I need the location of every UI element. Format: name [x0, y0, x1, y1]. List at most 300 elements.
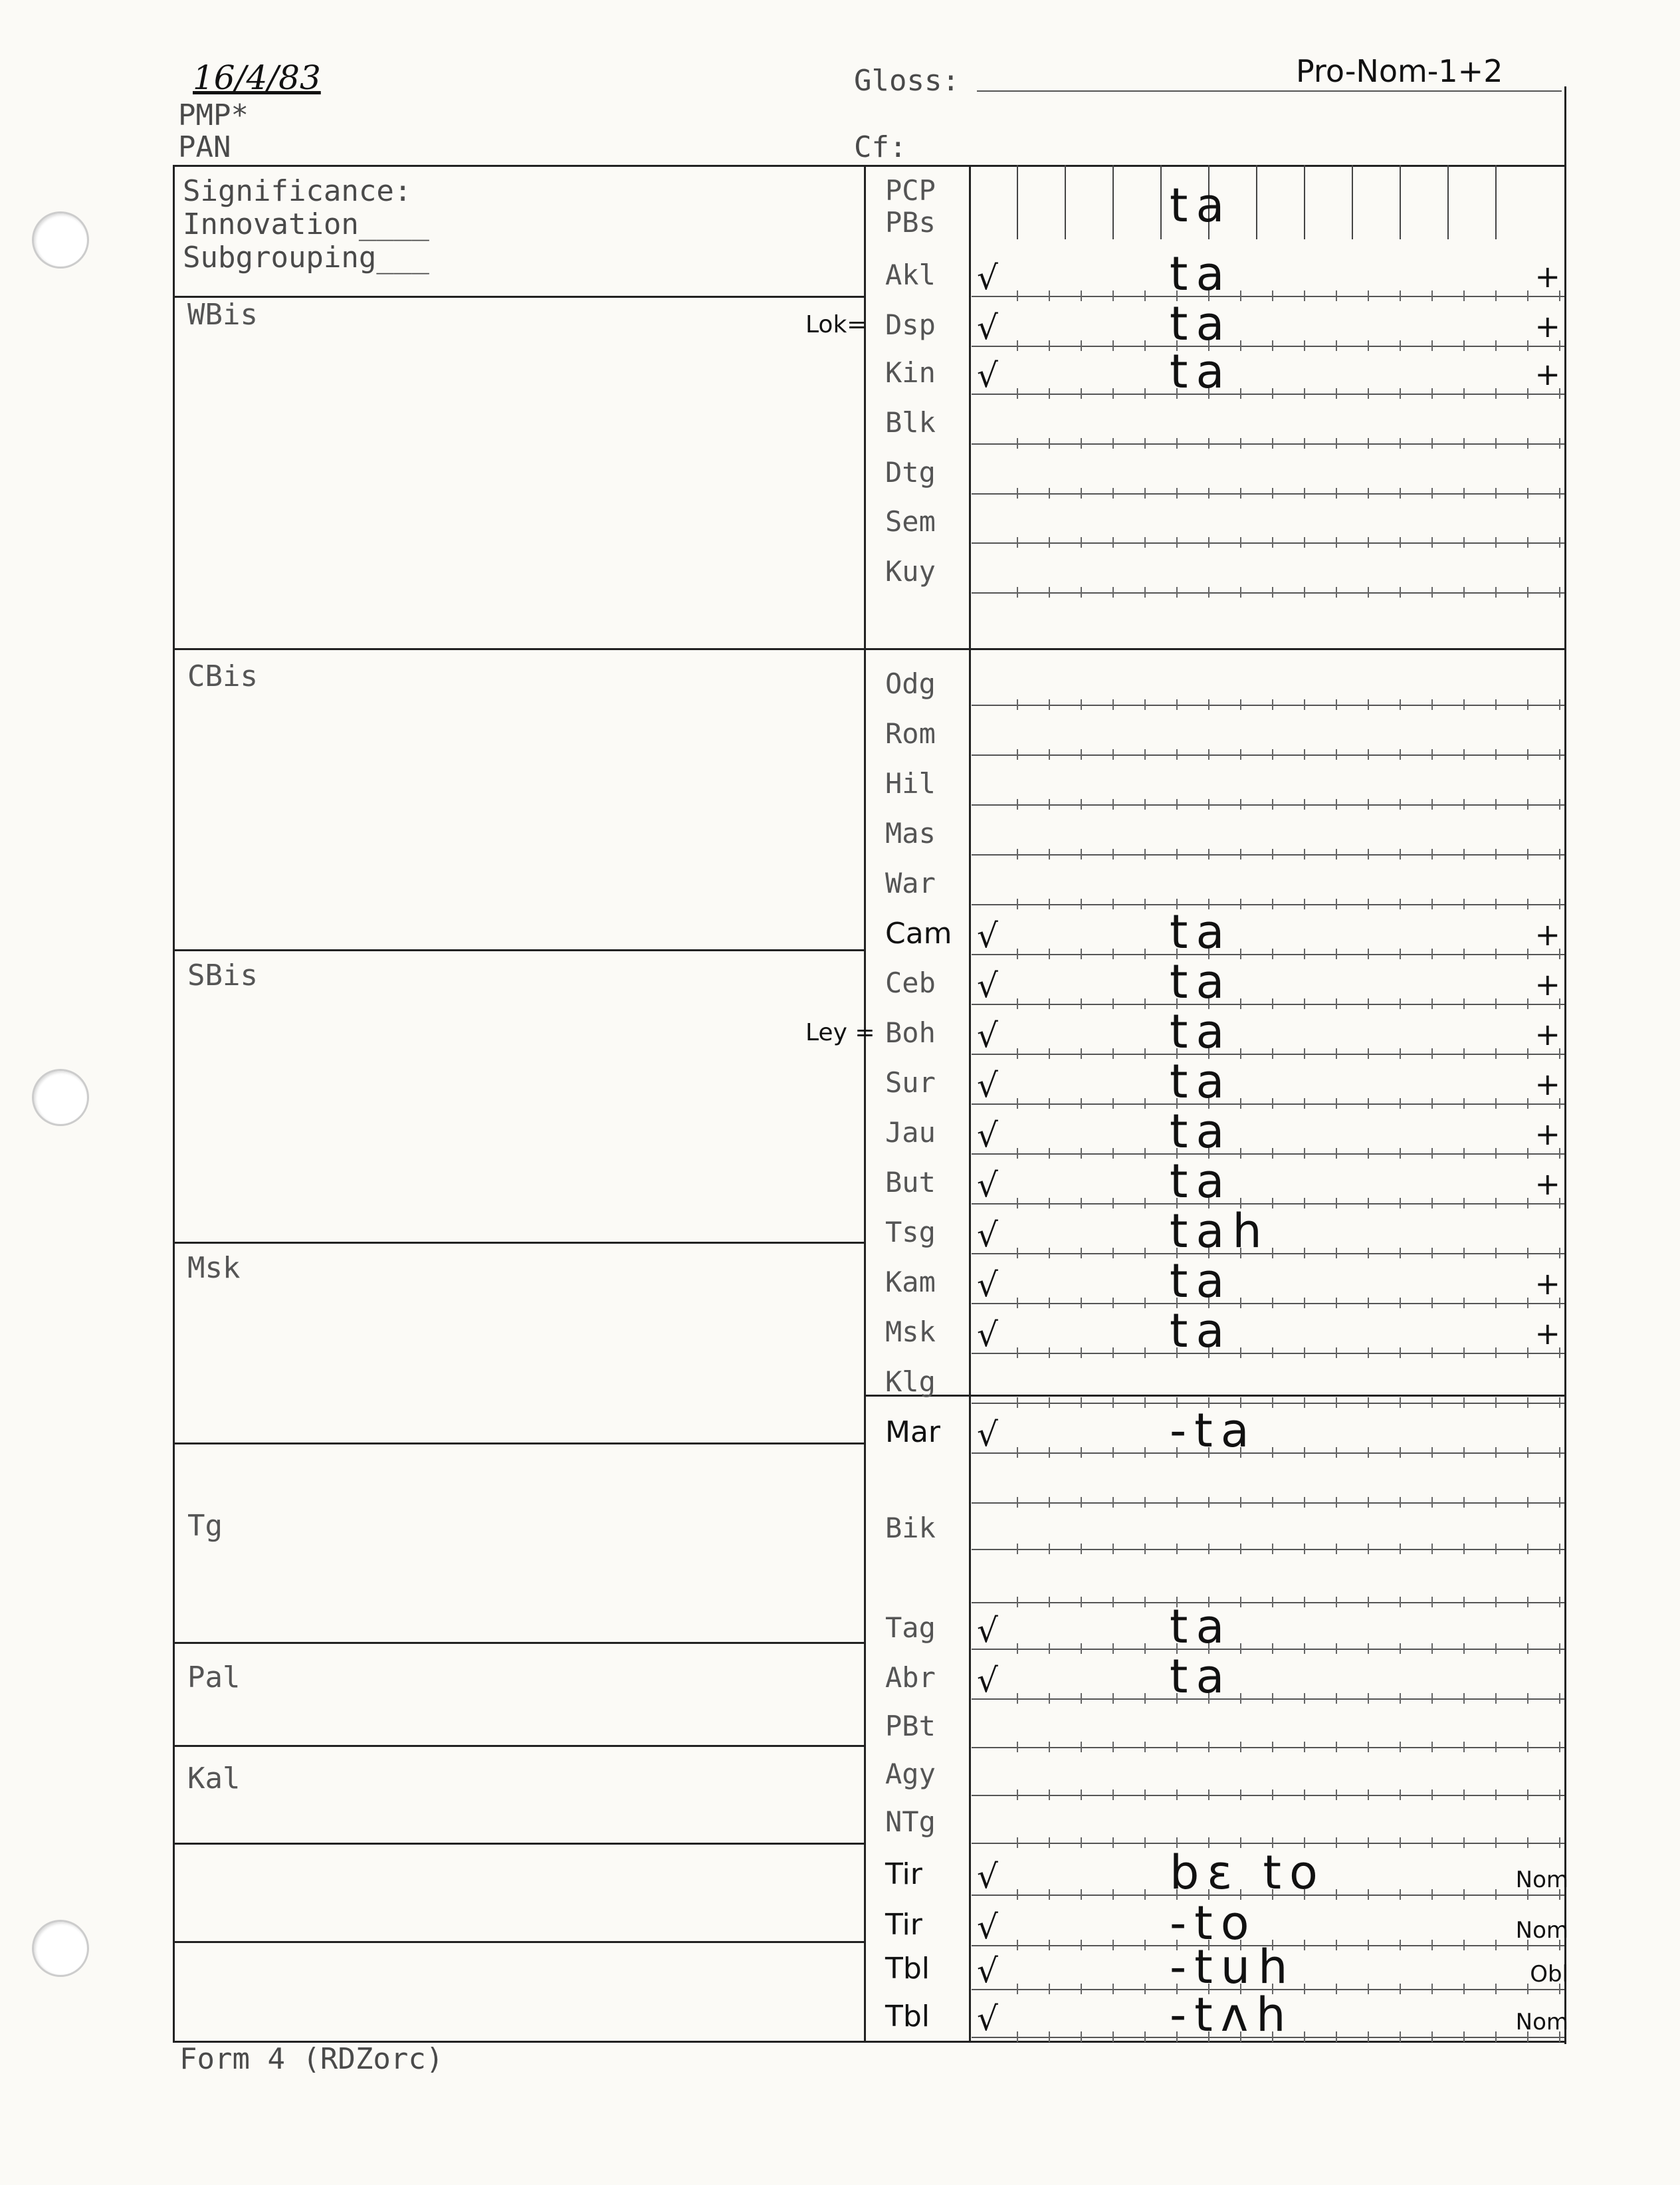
row-code: Jau — [885, 1116, 936, 1149]
form-footer: Form 4 (RDZorc) — [179, 2042, 444, 2076]
row-tick — [1431, 1940, 1433, 1950]
row-tick — [1495, 340, 1497, 351]
group-msk: Msk — [187, 1251, 241, 1285]
row-tick — [1144, 1497, 1146, 1508]
row-form: -to — [1170, 1896, 1257, 1950]
row-tick — [1112, 1544, 1114, 1554]
row-tick — [1112, 1497, 1114, 1508]
row-tick — [1112, 340, 1114, 351]
row-tick — [1112, 1940, 1114, 1950]
row-tick — [1336, 1298, 1337, 1308]
row-tick — [1272, 998, 1273, 1009]
row-tick — [1336, 749, 1337, 760]
row-tick — [1463, 899, 1465, 909]
row-tick — [1272, 1098, 1273, 1109]
row-tick — [1463, 849, 1465, 860]
row-tick — [1368, 1198, 1369, 1208]
cbis-divider — [173, 949, 864, 951]
row-form: ta — [1170, 296, 1233, 351]
code-column-divider — [969, 165, 971, 2041]
row-code: Tir — [885, 1857, 922, 1891]
row-tick — [1081, 1693, 1082, 1704]
group-kal: Kal — [187, 1762, 241, 1795]
row-tick — [1144, 1889, 1146, 1900]
row-tick — [1431, 1544, 1433, 1554]
row-check: √ — [977, 1266, 998, 1304]
row-tick — [1463, 1148, 1465, 1159]
row-tick — [1208, 799, 1209, 810]
row-note: Ley = — [805, 1019, 875, 1046]
row-tick — [1272, 1497, 1273, 1508]
row-tick — [1368, 1347, 1369, 1358]
row-tick — [1431, 1597, 1433, 1607]
row-tick — [1081, 699, 1082, 710]
row-tick — [1240, 1742, 1241, 1752]
subgrouping-label: Subgrouping___ — [183, 241, 429, 275]
row-tick — [1240, 388, 1241, 399]
row-tick — [1495, 1347, 1497, 1358]
row-tick — [1559, 1643, 1560, 1654]
row-tick — [1527, 438, 1528, 449]
row-tick — [1304, 1347, 1305, 1358]
row-tick — [1049, 699, 1050, 710]
row-code: Ceb — [885, 967, 936, 999]
row-tick — [1463, 1347, 1465, 1358]
msk-divider — [173, 1442, 864, 1444]
row-tick — [1049, 290, 1050, 301]
row-tick — [1272, 1447, 1273, 1458]
row-tick — [1336, 537, 1337, 548]
sbis-divider — [173, 1242, 864, 1244]
row-tick — [1368, 1447, 1369, 1458]
row-tick — [1081, 1148, 1082, 1159]
row-tick — [1336, 699, 1337, 710]
row-tick — [1400, 799, 1401, 810]
row-tick — [1112, 998, 1114, 1009]
row-tick — [1272, 1643, 1273, 1654]
row-form: -ta — [1170, 1403, 1257, 1458]
row-tick — [1336, 1148, 1337, 1159]
row-rule — [972, 1153, 1564, 1155]
row-form: ta — [1170, 905, 1233, 959]
row-rule — [972, 904, 1564, 905]
row-code: Mar — [885, 1415, 941, 1449]
row-tick — [1527, 1447, 1528, 1458]
row-tick — [1336, 1693, 1337, 1704]
row-tick — [1304, 1048, 1305, 1059]
row-tick — [1081, 1889, 1082, 1900]
row-tick — [1272, 949, 1273, 959]
row-tick — [1463, 749, 1465, 760]
row-check: √ — [977, 1415, 998, 1454]
row-tick — [1336, 1940, 1337, 1950]
row-mark: + — [1534, 1016, 1560, 1052]
row-tick — [1527, 388, 1528, 399]
row-rule — [972, 954, 1564, 955]
row-check: √ — [977, 308, 998, 347]
row-tick — [1463, 949, 1465, 959]
row-tick — [1527, 1098, 1528, 1109]
row-tick — [1463, 1397, 1465, 1408]
row-check: √ — [977, 1216, 998, 1254]
row-mark: Nom — [1515, 1917, 1568, 1944]
row-tick — [1527, 749, 1528, 760]
row-tick — [1144, 1693, 1146, 1704]
row-tick — [1081, 849, 1082, 860]
row-tick — [1081, 1742, 1082, 1752]
row-tick — [1112, 1347, 1114, 1358]
row-tick — [1495, 488, 1497, 499]
row-tick — [1431, 2031, 1433, 2042]
row-tick — [1208, 849, 1209, 860]
row-tick — [1017, 849, 1018, 860]
row-rule — [972, 1452, 1564, 1454]
row-tick — [1495, 949, 1497, 959]
row-tick — [1527, 1789, 1528, 1800]
row-tick — [1527, 1984, 1528, 1994]
row-tick — [1400, 340, 1401, 351]
row-tick — [1431, 340, 1433, 351]
row-tick — [1049, 1597, 1050, 1607]
row-tick — [1112, 587, 1114, 598]
pan-label: PAN — [178, 130, 231, 164]
row-rule — [972, 854, 1564, 856]
row-tick — [1017, 899, 1018, 909]
row-tick — [1081, 340, 1082, 351]
row-tick — [1144, 1098, 1146, 1109]
row-tick — [1368, 1984, 1369, 1994]
row-tick — [1495, 1397, 1497, 1408]
group-sbis: SBis — [187, 959, 258, 992]
row-tick — [1368, 949, 1369, 959]
row-tick — [1017, 1347, 1018, 1358]
row-mark: Nom — [1515, 1867, 1568, 1893]
row-mark: + — [1534, 1316, 1560, 1351]
row-tick — [1049, 1742, 1050, 1752]
row-tick — [1400, 1347, 1401, 1358]
wbis-divider — [173, 648, 1566, 650]
row-tick — [1240, 438, 1241, 449]
row-tick — [1368, 899, 1369, 909]
row-tick — [1304, 1198, 1305, 1208]
row-check: √ — [977, 2000, 998, 2038]
row-tick — [1336, 799, 1337, 810]
row-tick — [1336, 388, 1337, 399]
gloss-label: Gloss: — [854, 64, 960, 98]
row-tick — [1240, 488, 1241, 499]
row-code: Tbl — [885, 1952, 930, 1986]
row-tick — [1304, 1148, 1305, 1159]
row-tick — [1017, 1298, 1018, 1308]
row-tick — [1463, 1497, 1465, 1508]
row-tick — [1495, 537, 1497, 548]
row-tick — [1431, 899, 1433, 909]
row-tick — [1049, 749, 1050, 760]
row-tick — [1049, 1544, 1050, 1554]
row-tick — [1176, 438, 1178, 449]
row-tick — [1463, 998, 1465, 1009]
row-tick — [1368, 1889, 1369, 1900]
row-tick — [1463, 1544, 1465, 1554]
row-tick — [1017, 1742, 1018, 1752]
row-tick — [1559, 849, 1560, 860]
row-tick — [1208, 1789, 1209, 1800]
row-tick — [1081, 438, 1082, 449]
row-tick — [1176, 699, 1178, 710]
row-tick — [1463, 2031, 1465, 2042]
row-code: Kin — [885, 356, 936, 389]
row-code: Odg — [885, 667, 936, 700]
row-tick — [1112, 388, 1114, 399]
row-tick — [1304, 537, 1305, 548]
row-tick — [1081, 1837, 1082, 1848]
gloss-underline — [977, 90, 1562, 92]
row-tick — [1400, 1789, 1401, 1800]
row-tick — [1463, 1940, 1465, 1950]
row-rule — [972, 1649, 1564, 1650]
row-tick — [1431, 1789, 1433, 1800]
row-tick — [1495, 998, 1497, 1009]
row-tick — [1304, 1248, 1305, 1258]
row-tick — [1081, 1597, 1082, 1607]
row-tick — [1081, 1347, 1082, 1358]
row-check: √ — [977, 259, 998, 297]
row-tick — [1336, 1544, 1337, 1554]
group-pal: Pal — [187, 1661, 241, 1694]
row-tick — [1336, 1347, 1337, 1358]
row-tick — [1112, 749, 1114, 760]
row-tick — [1336, 1742, 1337, 1752]
row-tick — [1304, 2031, 1305, 2042]
row-tick — [1400, 949, 1401, 959]
row-tick — [1463, 438, 1465, 449]
row-mark: + — [1534, 308, 1560, 344]
pbs-label: PBs — [885, 206, 936, 239]
row-tick — [1368, 699, 1369, 710]
row-tick — [1400, 1497, 1401, 1508]
row-tick — [1400, 1597, 1401, 1607]
row-tick — [1400, 998, 1401, 1009]
row-tick — [1112, 1789, 1114, 1800]
row-tick — [1527, 340, 1528, 351]
row-tick — [1272, 1198, 1273, 1208]
row-tick — [1368, 1597, 1369, 1607]
row-rule — [972, 705, 1564, 706]
row-tick — [1495, 2031, 1497, 2042]
row-tick — [1495, 1298, 1497, 1308]
row-tick — [1463, 1298, 1465, 1308]
group-wbis: WBis — [187, 298, 258, 332]
row-tick — [1081, 1397, 1082, 1408]
row-tick — [1431, 1298, 1433, 1308]
row-tick — [1368, 290, 1369, 301]
row-tick — [1400, 1148, 1401, 1159]
row-tick — [1431, 1742, 1433, 1752]
row-tick — [1527, 1148, 1528, 1159]
row-tick — [1336, 998, 1337, 1009]
row-tick — [1527, 1544, 1528, 1554]
row-code: NTg — [885, 1805, 936, 1838]
row-rule — [972, 1747, 1564, 1748]
row-tick — [1463, 388, 1465, 399]
row-tick — [1431, 1148, 1433, 1159]
row-tick — [1144, 1544, 1146, 1554]
row-tick — [1304, 1544, 1305, 1554]
pcp-form: ta — [1170, 178, 1233, 233]
row-tick — [1208, 438, 1209, 449]
row-tick — [1527, 998, 1528, 1009]
significance-title: Significance: — [183, 174, 412, 208]
row-tick — [1463, 799, 1465, 810]
row-tick — [1017, 1198, 1018, 1208]
row-check: √ — [977, 1166, 998, 1205]
binder-hole-top — [32, 211, 89, 269]
row-code: Kam — [885, 1266, 936, 1298]
row-tick — [1400, 1693, 1401, 1704]
row-code: Klg — [885, 1365, 936, 1398]
row-tick — [1081, 1789, 1082, 1800]
row-tick — [1336, 290, 1337, 301]
row-tick — [1081, 749, 1082, 760]
row-check: √ — [977, 1857, 998, 1896]
row-tick — [1368, 1837, 1369, 1848]
row-tick — [1176, 1742, 1178, 1752]
row-tick — [1463, 1742, 1465, 1752]
row-tick — [1431, 438, 1433, 449]
row-tick — [1144, 488, 1146, 499]
row-tick — [1049, 340, 1050, 351]
row-tick — [1112, 1098, 1114, 1109]
row-form: ta — [1170, 1104, 1233, 1159]
row-tick — [1463, 1889, 1465, 1900]
row-tick — [1272, 340, 1273, 351]
row-tick — [1081, 1198, 1082, 1208]
row-tick — [1144, 1347, 1146, 1358]
row-tick — [1144, 1837, 1146, 1848]
row-tick — [1272, 1397, 1273, 1408]
row-tick — [1463, 1098, 1465, 1109]
row-tick — [1272, 849, 1273, 860]
row-tick — [1368, 587, 1369, 598]
row-tick — [1463, 1693, 1465, 1704]
row-tick — [1463, 1048, 1465, 1059]
row-tick — [1144, 1048, 1146, 1059]
row-tick — [1112, 1837, 1114, 1848]
row-tick — [1400, 1048, 1401, 1059]
row-tick — [1336, 488, 1337, 499]
row-code: Boh — [885, 1016, 936, 1049]
row-form: ta — [1170, 955, 1233, 1009]
row-tick — [1081, 587, 1082, 598]
binder-hole-bottom — [32, 1920, 89, 1977]
row-tick — [1272, 537, 1273, 548]
row-tick — [1240, 998, 1241, 1009]
row-tick — [1495, 1742, 1497, 1752]
row-tick — [1304, 1643, 1305, 1654]
row-tick — [1144, 949, 1146, 959]
row-tick — [1368, 799, 1369, 810]
row-tick — [1112, 1643, 1114, 1654]
row-tick — [1559, 1497, 1560, 1508]
row-tick — [1017, 1940, 1018, 1950]
date: 16/4/83 — [193, 58, 321, 97]
row-tick — [1527, 1298, 1528, 1308]
row-tick — [1049, 488, 1050, 499]
row-code: Tir — [885, 1908, 922, 1942]
row-tick — [1017, 1643, 1018, 1654]
row-tick — [1431, 998, 1433, 1009]
row-tick — [1304, 799, 1305, 810]
row-tick — [1144, 438, 1146, 449]
row-tick — [1081, 998, 1082, 1009]
row-check: √ — [977, 1908, 998, 1946]
row-tick — [1112, 537, 1114, 548]
row-tick — [1304, 340, 1305, 351]
row-tick — [1144, 1984, 1146, 1994]
row-tick — [1240, 1544, 1241, 1554]
row-code: Msk — [885, 1316, 936, 1348]
row-tick — [1272, 1597, 1273, 1607]
innovation-label: Innovation____ — [183, 207, 429, 241]
row-tick — [1527, 1643, 1528, 1654]
row-mark: + — [1534, 1066, 1560, 1102]
row-tick — [1144, 1397, 1146, 1408]
row-rule — [972, 443, 1564, 445]
row-rule — [972, 804, 1564, 806]
row-code: PBt — [885, 1710, 936, 1742]
row-rule — [972, 1403, 1564, 1404]
row-tick — [1272, 1789, 1273, 1800]
row-form: ta — [1170, 344, 1233, 399]
row-tick — [1017, 1693, 1018, 1704]
row-check: √ — [977, 1116, 998, 1155]
row-tick — [1336, 1447, 1337, 1458]
row-tick — [1176, 1497, 1178, 1508]
row-tick — [1049, 2031, 1050, 2042]
row-tick — [1559, 899, 1560, 909]
row-tick — [1304, 1940, 1305, 1950]
row-tick — [1208, 587, 1209, 598]
row-tick — [1368, 998, 1369, 1009]
row-tick — [1336, 1048, 1337, 1059]
row-tick — [1272, 1048, 1273, 1059]
row-tick — [1304, 1597, 1305, 1607]
row-tick — [1559, 1248, 1560, 1258]
row-tick — [1368, 488, 1369, 499]
row-tick — [1400, 1984, 1401, 1994]
row-tick — [1144, 587, 1146, 598]
row-tick — [1559, 1544, 1560, 1554]
row-tick — [1336, 340, 1337, 351]
row-tick — [1527, 1048, 1528, 1059]
row-tick — [1208, 1544, 1209, 1554]
row-tick — [1017, 1597, 1018, 1607]
row-tick — [1495, 1198, 1497, 1208]
row-tick — [1144, 899, 1146, 909]
extra-divider — [173, 1941, 864, 1943]
row-tick — [1112, 1447, 1114, 1458]
row-tick — [1272, 1248, 1273, 1258]
row-tick — [1463, 1984, 1465, 1994]
row-tick — [1176, 849, 1178, 860]
row-tick — [1017, 1789, 1018, 1800]
row-tick — [1017, 1984, 1018, 1994]
row-tick — [1017, 340, 1018, 351]
row-tick — [1527, 1837, 1528, 1848]
row-tick — [1495, 438, 1497, 449]
row-tick — [1527, 1693, 1528, 1704]
row-tick — [1240, 1789, 1241, 1800]
